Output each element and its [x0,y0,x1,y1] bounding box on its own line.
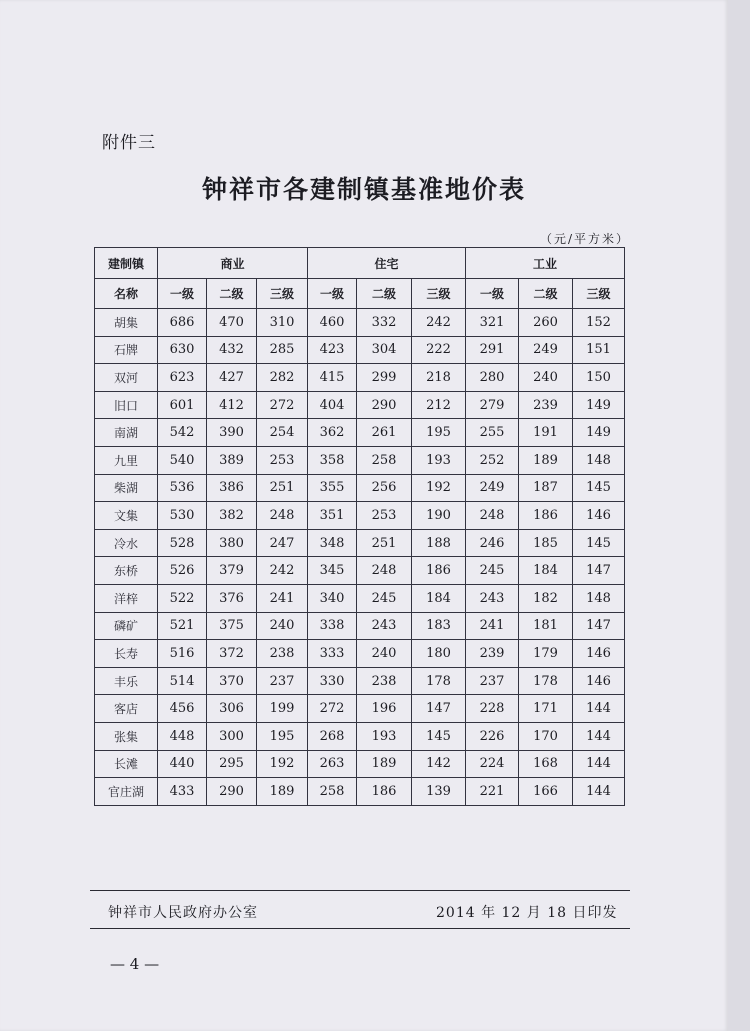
price-cell: 521 [158,612,207,640]
price-cell: 186 [519,502,573,530]
level-header: 二级 [357,279,412,309]
price-cell: 282 [257,364,308,392]
price-cell: 272 [308,695,357,723]
price-cell: 514 [158,667,207,695]
table-row [95,557,625,585]
price-cell: 148 [573,446,625,474]
price-cell: 279 [466,391,519,419]
price-cell: 268 [308,722,357,750]
town-name-cell: 洋梓 [95,584,158,612]
price-cell: 150 [573,364,625,392]
price-cell: 263 [308,750,357,778]
price-cell: 358 [308,446,357,474]
price-cell: 375 [207,612,257,640]
price-cell: 526 [158,557,207,585]
level-header: 三级 [412,279,466,309]
price-cell: 630 [158,336,207,364]
price-cell: 237 [257,667,308,695]
price-cell: 389 [207,446,257,474]
table-row [95,474,625,502]
price-cell: 147 [573,557,625,585]
price-cell: 239 [466,640,519,668]
price-cell: 147 [573,612,625,640]
price-cell: 258 [357,446,412,474]
table-subheader-row [95,279,625,309]
price-cell: 376 [207,584,257,612]
level-header: 一级 [466,279,519,309]
price-cell: 228 [466,695,519,723]
town-name-cell: 文集 [95,502,158,530]
price-cell: 193 [412,446,466,474]
price-cell: 340 [308,584,357,612]
price-cell: 251 [357,529,412,557]
town-name-cell: 长滩 [95,750,158,778]
price-cell: 178 [519,667,573,695]
town-name-cell: 胡集 [95,309,158,337]
price-cell: 188 [412,529,466,557]
price-cell: 355 [308,474,357,502]
price-cell: 240 [519,364,573,392]
town-name-cell: 冷水 [95,529,158,557]
price-cell: 145 [573,474,625,502]
price-cell: 382 [207,502,257,530]
price-cell: 149 [573,419,625,447]
price-cell: 362 [308,419,357,447]
group-header-commercial: 商业 [158,248,308,279]
price-cell: 601 [158,391,207,419]
annex-label: 附件三 [102,133,156,153]
town-name-cell: 客店 [95,695,158,723]
price-cell: 224 [466,750,519,778]
price-cell: 351 [308,502,357,530]
price-cell: 146 [573,640,625,668]
table-row [95,667,625,695]
price-cell: 260 [519,309,573,337]
town-name-cell: 张集 [95,722,158,750]
price-cell: 178 [412,667,466,695]
price-cell: 249 [519,336,573,364]
price-cell: 530 [158,502,207,530]
price-cell: 241 [257,584,308,612]
price-cell: 330 [308,667,357,695]
price-cell: 212 [412,391,466,419]
town-name-cell: 九里 [95,446,158,474]
table-row [95,364,625,392]
footer-rule-top [90,890,630,891]
price-cell: 199 [257,695,308,723]
price-cell: 240 [357,640,412,668]
price-cell: 306 [207,695,257,723]
price-cell: 195 [257,722,308,750]
price-cell: 171 [519,695,573,723]
price-cell: 146 [573,502,625,530]
price-cell: 522 [158,584,207,612]
price-cell: 168 [519,750,573,778]
level-header: 一级 [158,279,207,309]
price-cell: 261 [357,419,412,447]
price-cell: 448 [158,722,207,750]
town-name-cell: 丰乐 [95,667,158,695]
price-cell: 240 [257,612,308,640]
price-cell: 295 [207,750,257,778]
price-cell: 272 [257,391,308,419]
price-cell: 182 [519,584,573,612]
price-cell: 222 [412,336,466,364]
price-cell: 245 [466,557,519,585]
price-cell: 412 [207,391,257,419]
document-title: 钟祥市各建制镇基准地价表 [201,175,526,204]
price-cell: 191 [519,419,573,447]
level-header: 一级 [308,279,357,309]
price-cell: 246 [466,529,519,557]
table-row [95,640,625,668]
price-cell: 241 [466,612,519,640]
level-header: 三级 [573,279,625,309]
price-cell: 528 [158,529,207,557]
price-cell: 333 [308,640,357,668]
price-cell: 243 [357,612,412,640]
price-cell: 310 [257,309,308,337]
price-cell: 226 [466,722,519,750]
price-cell: 185 [519,529,573,557]
table-row [95,309,625,337]
table-row [95,612,625,640]
price-cell: 338 [308,612,357,640]
price-cell: 321 [466,309,519,337]
price-cell: 151 [573,336,625,364]
price-cell: 237 [466,667,519,695]
price-cell: 440 [158,750,207,778]
price-cell: 460 [308,309,357,337]
price-cell: 249 [466,474,519,502]
price-cell: 189 [357,750,412,778]
price-cell: 299 [357,364,412,392]
price-cell: 248 [257,502,308,530]
price-cell: 193 [357,722,412,750]
price-cell: 184 [519,557,573,585]
price-cell: 623 [158,364,207,392]
price-cell: 248 [466,502,519,530]
town-name-cell: 磷矿 [95,612,158,640]
group-header-industrial: 工业 [466,248,625,279]
price-cell: 139 [412,778,466,806]
price-cell: 304 [357,336,412,364]
table-row [95,722,625,750]
price-cell: 256 [357,474,412,502]
price-cell: 166 [519,778,573,806]
price-cell: 379 [207,557,257,585]
town-name-cell: 官庄湖 [95,778,158,806]
issuing-office: 钟祥市人民政府办公室 [108,905,258,921]
price-cell: 179 [519,640,573,668]
price-cell: 290 [207,778,257,806]
price-cell: 415 [308,364,357,392]
price-cell: 183 [412,612,466,640]
price-cell: 170 [519,722,573,750]
price-cell: 181 [519,612,573,640]
table-row [95,391,625,419]
page-number: — 4 — [110,955,160,973]
price-cell: 427 [207,364,257,392]
price-cell: 148 [573,584,625,612]
table-row [95,502,625,530]
price-cell: 192 [257,750,308,778]
price-cell: 218 [412,364,466,392]
price-cell: 332 [357,309,412,337]
price-cell: 291 [466,336,519,364]
price-cell: 404 [308,391,357,419]
table-row [95,778,625,806]
price-cell: 180 [412,640,466,668]
page-edge [728,0,750,1031]
price-cell: 146 [573,667,625,695]
town-name-cell: 东桥 [95,557,158,585]
price-cell: 280 [466,364,519,392]
price-cell: 370 [207,667,257,695]
price-cell: 253 [357,502,412,530]
price-cell: 221 [466,778,519,806]
level-header: 二级 [207,279,257,309]
price-cell: 184 [412,584,466,612]
table-row [95,750,625,778]
price-cell: 258 [308,778,357,806]
corner-header-bottom: 名称 [95,279,158,309]
level-header: 三级 [257,279,308,309]
town-name-cell: 双河 [95,364,158,392]
price-cell: 145 [412,722,466,750]
price-cell: 372 [207,640,257,668]
price-cell: 255 [466,419,519,447]
price-cell: 190 [412,502,466,530]
price-cell: 144 [573,695,625,723]
level-header: 二级 [519,279,573,309]
price-cell: 380 [207,529,257,557]
table-row [95,446,625,474]
price-cell: 189 [519,446,573,474]
price-cell: 192 [412,474,466,502]
town-name-cell: 南湖 [95,419,158,447]
price-cell: 290 [357,391,412,419]
print-date: 2014 年 12 月 18 日印发 [436,905,618,921]
price-cell: 540 [158,446,207,474]
price-cell: 345 [308,557,357,585]
table-row [95,529,625,557]
price-cell: 243 [466,584,519,612]
price-cell: 186 [412,557,466,585]
price-cell: 238 [257,640,308,668]
price-cell: 251 [257,474,308,502]
price-cell: 187 [519,474,573,502]
price-cell: 147 [412,695,466,723]
price-cell: 238 [357,667,412,695]
price-cell: 152 [573,309,625,337]
price-cell: 542 [158,419,207,447]
price-cell: 300 [207,722,257,750]
town-name-cell: 石牌 [95,336,158,364]
table-header-row [95,248,625,279]
price-cell: 252 [466,446,519,474]
table-row [95,695,625,723]
price-cell: 144 [573,722,625,750]
price-cell: 242 [412,309,466,337]
group-header-residential: 住宅 [308,248,466,279]
town-name-cell: 长寿 [95,640,158,668]
price-cell: 144 [573,750,625,778]
price-cell: 423 [308,336,357,364]
price-cell: 144 [573,778,625,806]
price-cell: 189 [257,778,308,806]
price-cell: 245 [357,584,412,612]
price-cell: 470 [207,309,257,337]
price-cell: 432 [207,336,257,364]
price-cell: 253 [257,446,308,474]
price-cell: 149 [573,391,625,419]
price-cell: 686 [158,309,207,337]
price-cell: 242 [257,557,308,585]
table-row [95,419,625,447]
price-cell: 386 [207,474,257,502]
price-cell: 456 [158,695,207,723]
table-row [95,336,625,364]
unit-note: （元/平方米） [540,232,631,246]
town-name-cell: 柴湖 [95,474,158,502]
price-cell: 390 [207,419,257,447]
price-cell: 433 [158,778,207,806]
price-cell: 195 [412,419,466,447]
price-cell: 142 [412,750,466,778]
town-name-cell: 旧口 [95,391,158,419]
land-price-table [94,247,625,806]
price-cell: 516 [158,640,207,668]
price-cell: 196 [357,695,412,723]
price-cell: 348 [308,529,357,557]
price-cell: 254 [257,419,308,447]
price-cell: 247 [257,529,308,557]
price-cell: 145 [573,529,625,557]
corner-header-top: 建制镇 [95,248,158,279]
price-cell: 186 [357,778,412,806]
price-cell: 536 [158,474,207,502]
price-cell: 239 [519,391,573,419]
price-cell: 248 [357,557,412,585]
table-row [95,584,625,612]
footer-rule-bottom [90,928,630,929]
price-cell: 285 [257,336,308,364]
